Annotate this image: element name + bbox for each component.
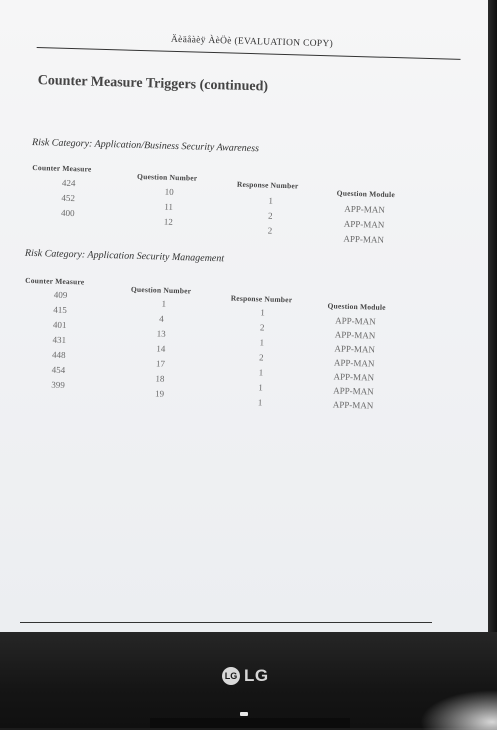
monitor-side-bezel xyxy=(488,0,497,632)
table-cell: 401 xyxy=(52,319,67,330)
column-header-question-module: Question Module xyxy=(336,188,396,200)
table-cell: 1 xyxy=(260,307,266,318)
document-header: Äèäåàèÿ ÀèÖè (EVALUATION COPY) xyxy=(170,34,334,50)
table-cell: 14 xyxy=(156,343,166,354)
table-cell: 19 xyxy=(154,388,165,399)
table-cell: 431 xyxy=(52,334,67,345)
table-cell: 18 xyxy=(155,373,165,384)
table-cell: 13 xyxy=(156,328,166,339)
table-cell: APP-MAN xyxy=(344,203,385,215)
table-cell: 400 xyxy=(60,207,75,219)
column-header-counter-measure: Counter Measure xyxy=(32,162,92,174)
table-cell: APP-MAN xyxy=(332,399,374,411)
brand-logo xyxy=(222,666,269,686)
column-header-response-number: Response Number xyxy=(230,293,293,305)
column-header-response-number: Response Number xyxy=(236,179,299,191)
table-cell: 17 xyxy=(155,358,166,369)
section-category-2: Risk Category: Application Security Management xyxy=(24,247,225,265)
desk-reflection xyxy=(420,690,497,730)
column-header-counter-measure: Counter Measure xyxy=(25,275,85,287)
column-header-question-number: Question Number xyxy=(130,284,192,296)
table-cell: APP-MAN xyxy=(334,329,376,341)
table-cell: APP-MAN xyxy=(335,315,376,327)
table-cell: APP-MAN xyxy=(333,385,374,397)
table-cell: 454 xyxy=(51,364,66,375)
table-cell: 1 xyxy=(161,298,167,309)
table-cell: 2 xyxy=(258,352,264,363)
table-cell: 11 xyxy=(164,201,174,212)
lg-logo-icon: LG xyxy=(222,667,240,685)
table-cell: 399 xyxy=(51,379,65,390)
section-category-1: Risk Category: Application/Business Security Awareness xyxy=(31,136,260,155)
monitor-stand xyxy=(150,718,350,728)
brand-text: LG xyxy=(244,666,269,685)
column-header-question-number: Question Number xyxy=(137,171,198,183)
table-cell: 10 xyxy=(164,186,174,197)
page-title: Counter Measure Triggers (continued) xyxy=(37,73,269,95)
table-cell: 1 xyxy=(268,195,274,206)
table-cell: 1 xyxy=(258,367,264,378)
table-cell: APP-MAN xyxy=(333,357,375,369)
table-cell: 448 xyxy=(51,349,66,360)
table-cell: 2 xyxy=(267,210,273,221)
table-cell: APP-MAN xyxy=(343,218,385,230)
table-cell: 2 xyxy=(267,225,273,236)
table-cell: 4 xyxy=(159,313,164,324)
table-cell: 1 xyxy=(259,337,265,348)
table-cell: 2 xyxy=(259,322,265,333)
table-cell: 424 xyxy=(61,177,76,189)
table-cell: 1 xyxy=(257,397,263,408)
table-cell: 415 xyxy=(53,304,68,315)
power-led xyxy=(240,712,248,716)
header-rule xyxy=(37,47,461,60)
column-header-question-module: Question Module xyxy=(327,301,386,312)
table-cell: APP-MAN xyxy=(333,371,375,383)
table-cell: 12 xyxy=(163,216,174,227)
table-cell: 409 xyxy=(53,289,68,300)
footer-rule xyxy=(20,622,432,623)
table-cell: 1 xyxy=(258,382,263,393)
table-cell: APP-MAN xyxy=(343,233,385,245)
table-cell: 452 xyxy=(61,192,76,204)
table-cell: APP-MAN xyxy=(334,343,376,355)
